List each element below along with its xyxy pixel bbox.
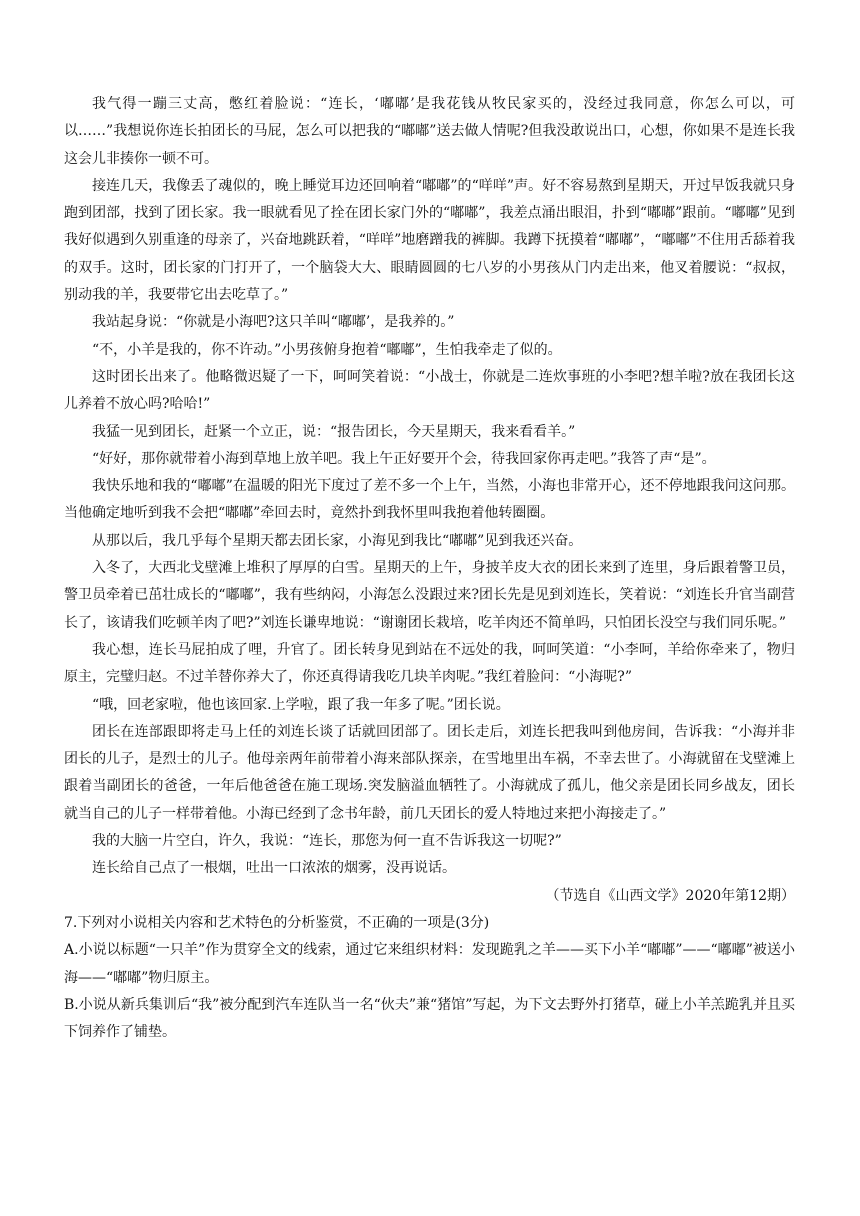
story-paragraph: 我站起身说：“你就是小海吧?这只羊叫“嘟嘟’，是我养的。” bbox=[92, 314, 455, 331]
story-paragraph: “好好，那你就带着小海到草地上放羊吧。我上午正好要开个会，待我回家你再走吧。”我答了声“是”。 bbox=[92, 450, 716, 467]
story-paragraph: 连长给自己点了一根烟，吐出一口浓浓的烟雾，没再说话。 bbox=[92, 860, 456, 877]
source-citation: （节选自《山西文学》2020年第12期） bbox=[545, 887, 795, 904]
story-paragraph: 我快乐地和我的“嘟嘟”在温暖的阳光下度过了差不多一个上午，当然，小海也非常开心，还不停地跟我问这问那。当他确定地听到我不会把“嘟嘟”牵回去时，竟然扑到我怀里叫我抱着他转圈圈。 bbox=[64, 478, 795, 522]
story-paragraph: 我的大脑一片空白，许久，我说：“连长，那您为何一直不告诉我这一切呢?” bbox=[92, 833, 562, 850]
story-paragraph: 团长在连部跟即将走马上任的刘连长谈了话就回团部了。团长走后，刘连长把我叫到他房间，告诉我：“小海并非团长的儿子，是烈士的儿子。他母亲两年前带着小海来部队探亲，在雪地里出车祸，不幸去世了。小海就留在戈壁滩上跟着当副团长的爸爸，一年后他爸爸在施工现场.突发脑溢血牺牲了。小海就成了孤儿，他父亲是团长同乡战友，团长就当自己的儿子一样带着他。小海已经到了念书年龄，前几天团长的爱人特地过来把小海接走了。” bbox=[64, 723, 795, 822]
option-a: A.小说以标题“一只羊”作为贯穿全文的线索，通过它来组织材料：发现跪乳之羊——买下小羊“嘟嘟”——“嘟嘟”被送小海——“嘟嘟”物归原主。 bbox=[64, 942, 795, 986]
story-paragraph: “哦，回老家啦，他也该回家.上学啦，跟了我一年多了呢。”团长说。 bbox=[92, 696, 510, 713]
story-paragraph: 我气得一蹦三丈高，憋红着脸说：“连长，‘嘟嘟’是我花钱从牧民家买的，没经过我同意，你怎么可以，可以……”我想说你连长拍团长的马屁，怎么可以把我的“嘟嘟”送去做人情呢?但我没敢说出口，心想，你如果不是连长我这会儿非揍你一顿不可。 bbox=[64, 96, 795, 167]
question-stem: 7.下列对小说相关内容和艺术特色的分析鉴赏，不正确的一项是(3分) bbox=[64, 914, 490, 931]
story-paragraph: 接连几天，我像丢了魂似的，晚上睡觉耳边还回响着“嘟嘟”的“咩咩”声。好不容易熬到星期天，开过早饭我就只身跑到团部，找到了团长家。我一眼就看见了拴在团长家门外的“嘟嘟”，我差点涌出眼泪，扑到“嘟嘟”跟前。“嘟嘟”见到我好似遇到久别重逢的母亲了，兴奋地跳跃着，“咩咩”地磨蹭我的裤脚。我蹲下抚摸着“嘟嘟”，“嘟嘟”不住用舌舔着我的双手。这时，团长家的门打开了，一个脑袋大大、眼睛圆圆的七八岁的小男孩从门内走出来，他叉着腰说：“叔叔，别动我的羊，我要带它出去吃草了。” bbox=[64, 177, 795, 304]
story-paragraph: “不，小羊是我的，你不许动。”小男孩俯身抱着“嘟嘟”，生怕我牵走了似的。 bbox=[92, 341, 562, 358]
story-paragraph: 我心想，连长马屁拍成了哩，升官了。团长转身见到站在不远处的我，呵呵笑道：“小李呵，羊给你牵来了，物归原主，完璧归赵。不过羊替你养大了，你还真得请我吃几块羊肉呢。”我红着脸问：“小海呢?” bbox=[64, 641, 795, 686]
story-paragraph: 入冬了，大西北戈壁滩上堆积了厚厚的白雪。星期天的上午，身披羊皮大衣的团长来到了连里，身后跟着警卫员，警卫员牵着已茁壮成长的“嘟嘟”，我有些纳闷，小海怎么没跟过来?团长先是见到刘连长，笑着说：“刘连长升官当副营长了，该请我们吃顿羊肉了吧?”刘连长谦卑地说：“谢谢团长栽培，吃羊肉还不简单吗，只怕团长没空与我们同乐呢。” bbox=[64, 560, 795, 631]
story-paragraph: 从那以后，我几乎每个星期天都去团长家，小海见到我比“嘟嘟”见到我还兴奋。 bbox=[92, 532, 583, 549]
story-paragraph: 这时团长出来了。他略微迟疑了一下，呵呵笑着说：“小战士，你就是二连炊事班的小李吧?想羊啦?放在我团长这儿养着不放心吗?哈哈!” bbox=[64, 368, 795, 413]
option-b: B.小说从新兵集训后“我”被分配到汽车连队当一名“伙夫”兼“猪馆”写起，为下文去野外打猪草，碰上小羊羔跪乳并且买下饲养作了铺垫。 bbox=[64, 996, 795, 1041]
story-paragraph: 我猛一见到团长，赶紧一个立正，说：“报告团长，今天星期天，我来看看羊。” bbox=[92, 423, 576, 440]
